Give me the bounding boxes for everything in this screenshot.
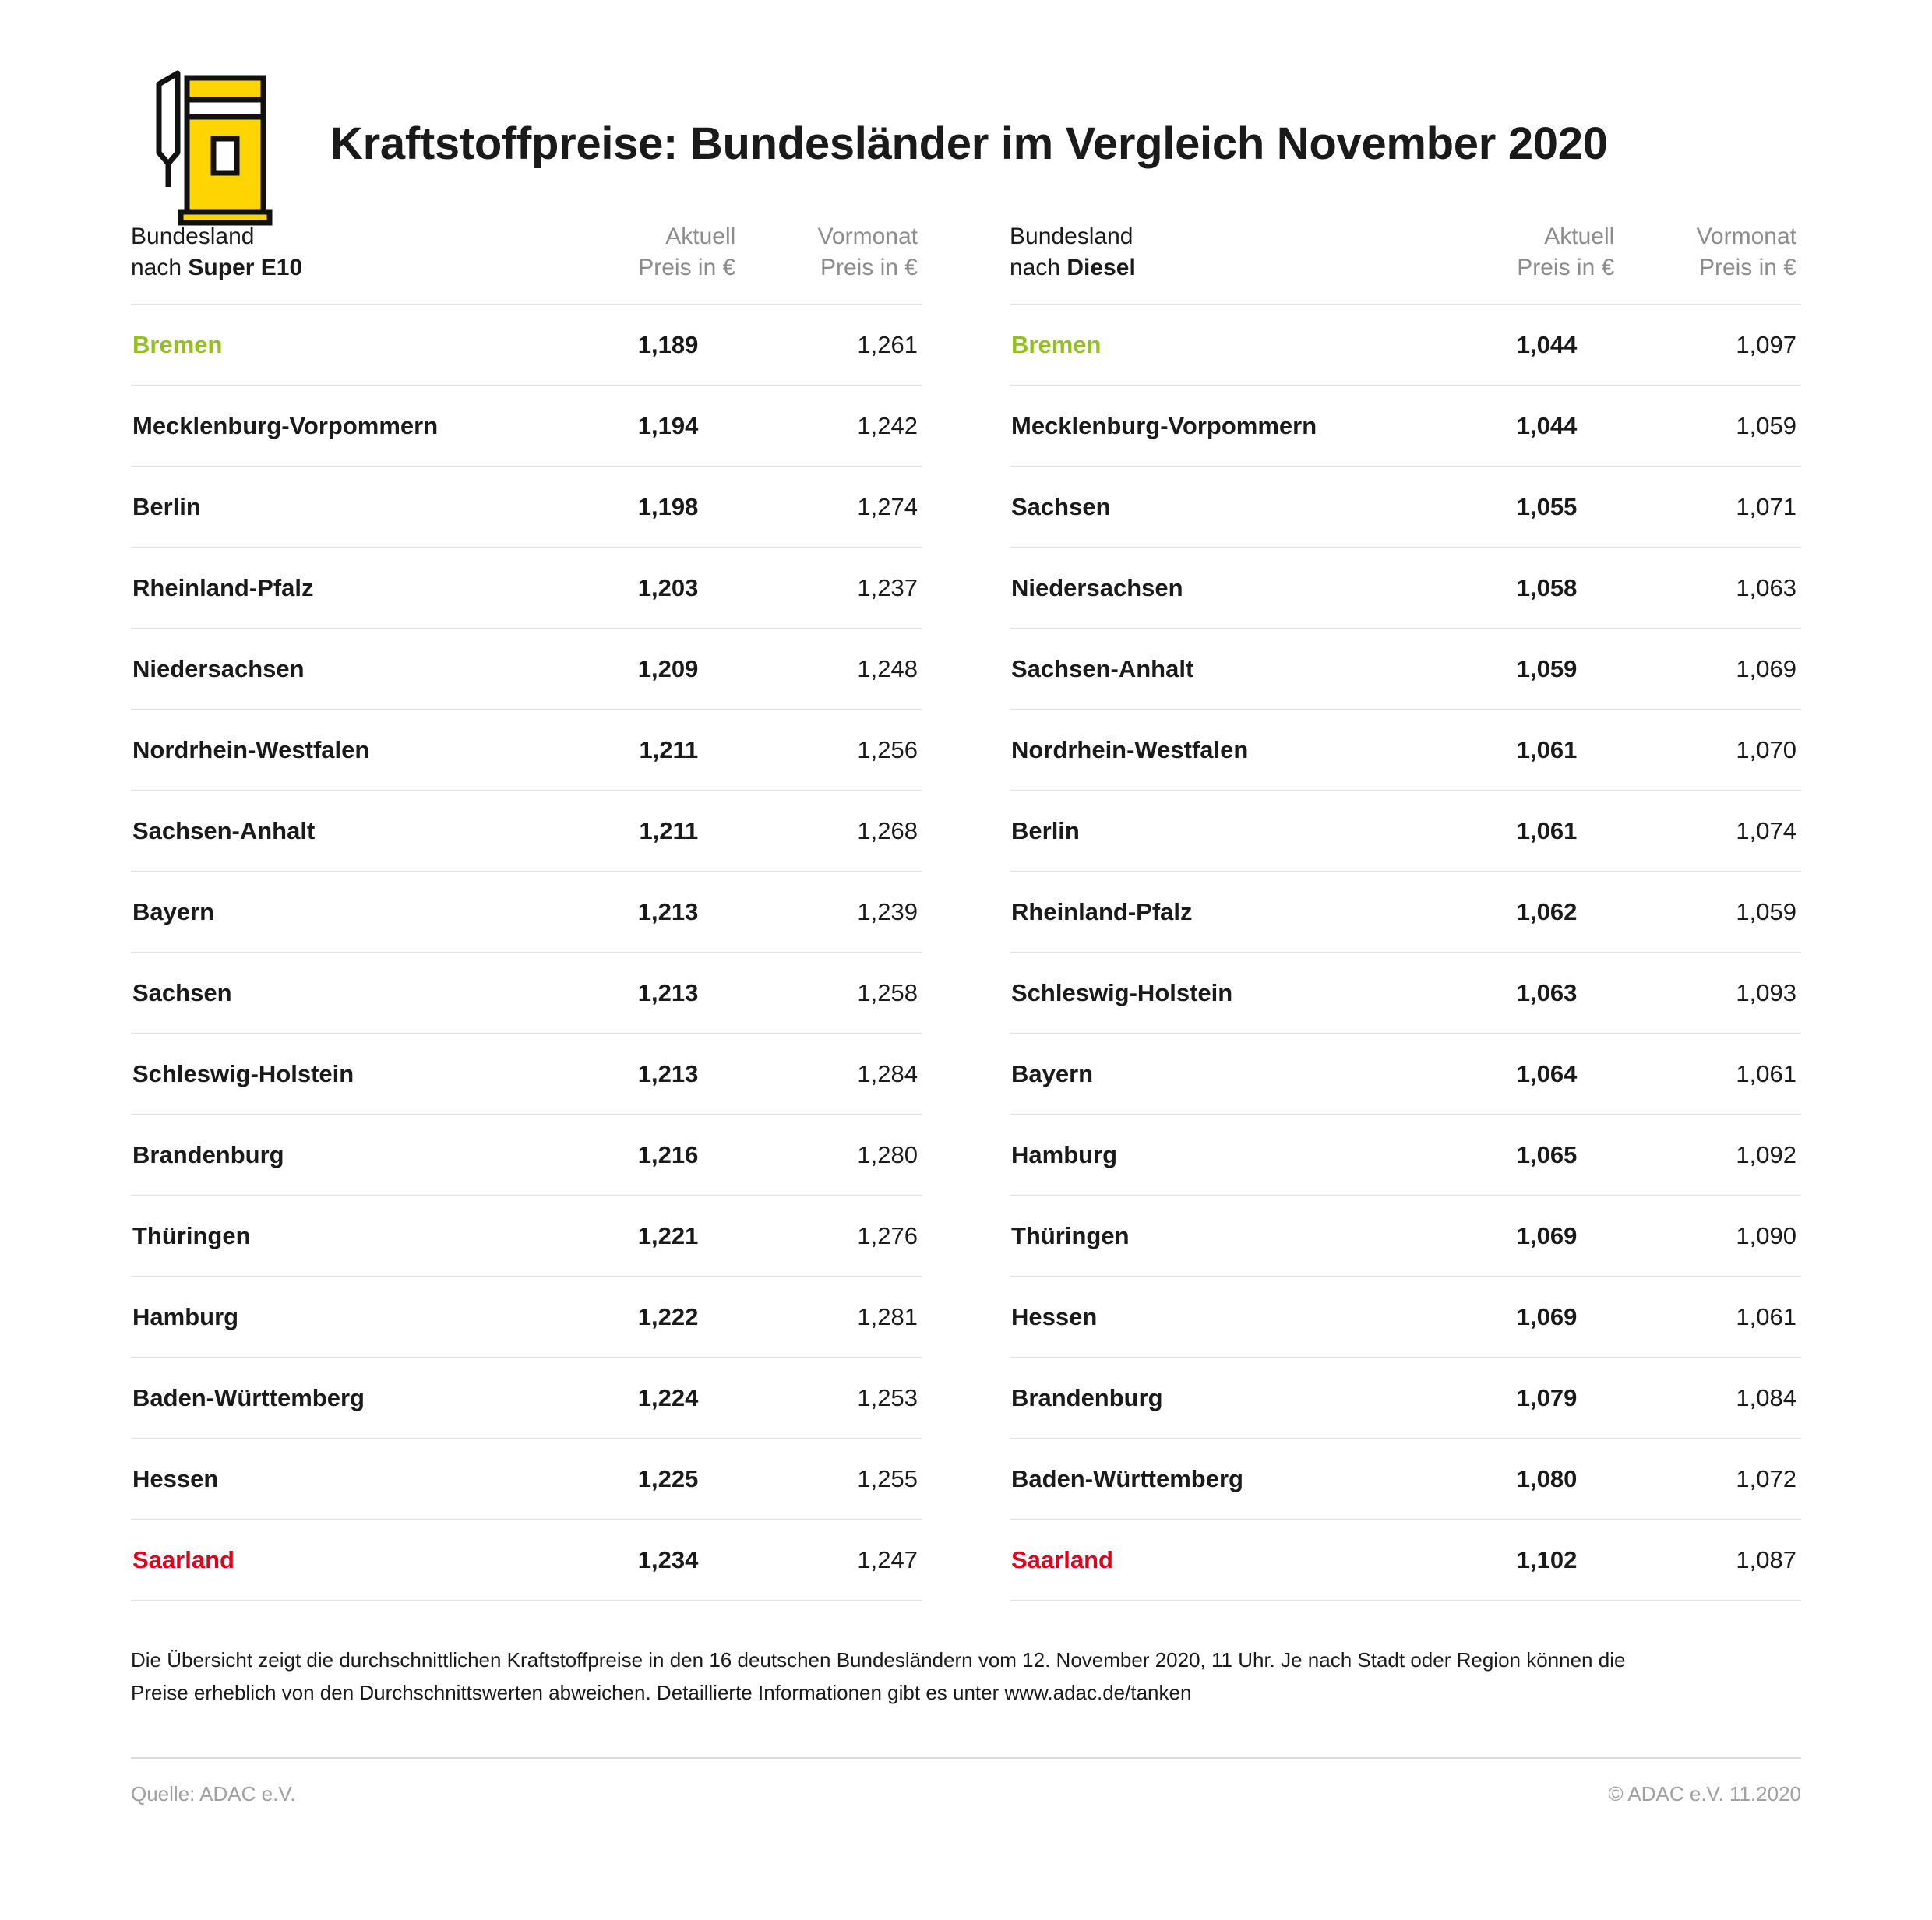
table-row [131, 1520, 922, 1601]
price-current: 1,079 [1437, 1358, 1620, 1439]
price-previous: 1,242 [740, 386, 922, 467]
footer [131, 1759, 1801, 1806]
price-current: 1,189 [559, 305, 741, 386]
price-current: 1,058 [1437, 548, 1620, 629]
state-name: Schleswig-Holstein [131, 1034, 559, 1115]
table-row [1010, 1277, 1801, 1358]
state-name: Sachsen-Anhalt [131, 791, 559, 872]
price-previous: 1,274 [740, 467, 922, 548]
price-previous: 1,256 [740, 710, 922, 791]
table-row [1010, 1115, 1801, 1196]
copyright-label: © ADAC e.V. 11.2020 [1608, 1782, 1801, 1806]
price-current: 1,198 [559, 467, 741, 548]
price-current: 1,055 [1437, 467, 1620, 548]
price-current: 1,062 [1437, 872, 1620, 953]
state-name: Sachsen [1010, 467, 1437, 548]
state-name: Bremen [1010, 305, 1437, 386]
price-current: 1,211 [559, 710, 741, 791]
state-name: Saarland [1010, 1520, 1437, 1601]
price-previous: 1,248 [740, 629, 922, 710]
table-row [131, 1034, 922, 1115]
table-row [131, 467, 922, 548]
state-name: Berlin [1010, 791, 1437, 872]
column-header-bundesland [131, 221, 559, 305]
table-row [1010, 548, 1801, 629]
table-row [1010, 1358, 1801, 1439]
price-current: 1,224 [559, 1358, 741, 1439]
price-current: 1,065 [1437, 1115, 1620, 1196]
column-header-line2: nach Super E10 [131, 254, 303, 280]
table-row [1010, 710, 1801, 791]
table-diesel [1010, 221, 1801, 1601]
page-title: Kraftstoffpreise: Bundesländer im Vergleich November 2020 [330, 118, 1608, 169]
price-current: 1,080 [1437, 1439, 1620, 1520]
footnote [131, 1643, 1689, 1709]
price-previous: 1,059 [1619, 872, 1801, 953]
price-previous: 1,063 [1619, 548, 1801, 629]
price-current: 1,209 [559, 629, 741, 710]
fuel-type-label: Diesel [1066, 254, 1136, 280]
price-current: 1,063 [1437, 953, 1620, 1034]
table-row [1010, 791, 1801, 872]
state-name: Hamburg [131, 1277, 559, 1358]
table-header-row [131, 221, 922, 305]
column-header-aktuell: Aktuell Preis in € [638, 224, 736, 280]
table-row [1010, 1196, 1801, 1277]
price-previous: 1,258 [740, 953, 922, 1034]
state-name: Baden-Württemberg [1010, 1439, 1437, 1520]
state-name: Saarland [131, 1520, 559, 1601]
price-previous: 1,261 [740, 305, 922, 386]
state-name: Baden-Württemberg [131, 1358, 559, 1439]
price-previous: 1,087 [1619, 1520, 1801, 1601]
price-previous: 1,281 [740, 1277, 922, 1358]
state-name: Nordrhein-Westfalen [1010, 710, 1437, 791]
price-current: 1,069 [1437, 1277, 1620, 1358]
price-current: 1,222 [559, 1277, 741, 1358]
table-row [131, 548, 922, 629]
state-name: Bremen [131, 305, 559, 386]
column-header-vormonat: Vormonat Preis in € [1696, 224, 1796, 280]
price-previous: 1,284 [740, 1034, 922, 1115]
table-row [131, 953, 922, 1034]
price-previous: 1,072 [1619, 1439, 1801, 1520]
price-current: 1,213 [559, 1034, 741, 1115]
price-current: 1,234 [559, 1520, 741, 1601]
table-row [1010, 386, 1801, 467]
state-name: Rheinland-Pfalz [131, 548, 559, 629]
tables-container [131, 221, 1801, 1601]
price-current: 1,064 [1437, 1034, 1620, 1115]
state-name: Thüringen [131, 1196, 559, 1277]
price-current: 1,061 [1437, 710, 1620, 791]
state-name: Niedersachsen [131, 629, 559, 710]
price-previous: 1,069 [1619, 629, 1801, 710]
price-previous: 1,059 [1619, 386, 1801, 467]
price-previous: 1,074 [1619, 791, 1801, 872]
table-row [131, 1277, 922, 1358]
price-previous: 1,255 [740, 1439, 922, 1520]
table-row [131, 1439, 922, 1520]
column-header-line2: nach Diesel [1010, 254, 1136, 280]
state-name: Berlin [131, 467, 559, 548]
state-name: Hessen [131, 1439, 559, 1520]
price-current: 1,069 [1437, 1196, 1620, 1277]
state-name: Hessen [1010, 1277, 1437, 1358]
footnote-line-2: Preise erheblich von den Durchschnittswerten abweichen. Detaillierte Informationen gibt es unter www.adac.de/tanken [131, 1680, 1192, 1704]
price-previous: 1,097 [1619, 305, 1801, 386]
state-name: Niedersachsen [1010, 548, 1437, 629]
state-name: Mecklenburg-Vorpommern [1010, 386, 1437, 467]
state-name: Thüringen [1010, 1196, 1437, 1277]
state-name: Schleswig-Holstein [1010, 953, 1437, 1034]
price-previous: 1,084 [1619, 1358, 1801, 1439]
column-header-bundesland [1010, 221, 1437, 305]
price-previous: 1,061 [1619, 1034, 1801, 1115]
column-header-line1: Bundesland [1010, 224, 1133, 249]
header [131, 0, 1801, 195]
footnote-line-1: Die Übersicht zeigt die durchschnittlichen Kraftstoffpreise in den 16 deutschen Bundesländern vom 12. November 2020, 11 Uhr. Je nach Stadt oder Region können die [131, 1647, 1626, 1672]
column-header-vormonat: Vormonat Preis in € [817, 224, 918, 280]
price-previous: 1,247 [740, 1520, 922, 1601]
price-current: 1,211 [559, 791, 741, 872]
price-previous: 1,276 [740, 1196, 922, 1277]
price-current: 1,061 [1437, 791, 1620, 872]
fuel-pump-icon [132, 53, 313, 234]
source-label: Quelle: ADAC e.V. [131, 1782, 296, 1806]
price-current: 1,221 [559, 1196, 741, 1277]
table-row [131, 872, 922, 953]
price-current: 1,213 [559, 953, 741, 1034]
price-current: 1,102 [1437, 1520, 1620, 1601]
price-previous: 1,237 [740, 548, 922, 629]
state-name: Brandenburg [131, 1115, 559, 1196]
state-name: Sachsen-Anhalt [1010, 629, 1437, 710]
table-super-e10 [131, 221, 922, 1601]
state-name: Bayern [131, 872, 559, 953]
table-row [1010, 305, 1801, 386]
state-name: Bayern [1010, 1034, 1437, 1115]
table-row [131, 1358, 922, 1439]
price-previous: 1,061 [1619, 1277, 1801, 1358]
price-previous: 1,092 [1619, 1115, 1801, 1196]
table-header-row [1010, 221, 1801, 305]
fuel-type-label: Super E10 [188, 254, 303, 280]
column-header-line1: Bundesland [131, 224, 255, 249]
state-name: Brandenburg [1010, 1358, 1437, 1439]
state-name: Sachsen [131, 953, 559, 1034]
price-previous: 1,280 [740, 1115, 922, 1196]
price-current: 1,225 [559, 1439, 741, 1520]
price-current: 1,216 [559, 1115, 741, 1196]
column-header-aktuell: Aktuell Preis in € [1517, 224, 1615, 280]
table-row [1010, 872, 1801, 953]
table-row [131, 710, 922, 791]
table-row [131, 1115, 922, 1196]
price-current: 1,203 [559, 548, 741, 629]
table-row [1010, 953, 1801, 1034]
price-previous: 1,268 [740, 791, 922, 872]
price-previous: 1,071 [1619, 467, 1801, 548]
table-row [131, 305, 922, 386]
state-name: Rheinland-Pfalz [1010, 872, 1437, 953]
table-row [1010, 1439, 1801, 1520]
price-current: 1,044 [1437, 386, 1620, 467]
price-previous: 1,090 [1619, 1196, 1801, 1277]
state-name: Mecklenburg-Vorpommern [131, 386, 559, 467]
table-row [1010, 1034, 1801, 1115]
table-row [1010, 629, 1801, 710]
table-row [1010, 1520, 1801, 1601]
price-current: 1,059 [1437, 629, 1620, 710]
price-previous: 1,070 [1619, 710, 1801, 791]
table-row [1010, 467, 1801, 548]
state-name: Nordrhein-Westfalen [131, 710, 559, 791]
price-current: 1,194 [559, 386, 741, 467]
table-row [131, 386, 922, 467]
price-previous: 1,239 [740, 872, 922, 953]
price-current: 1,213 [559, 872, 741, 953]
price-previous: 1,253 [740, 1358, 922, 1439]
state-name: Hamburg [1010, 1115, 1437, 1196]
table-row [131, 629, 922, 710]
price-current: 1,044 [1437, 305, 1620, 386]
table-row [131, 791, 922, 872]
price-previous: 1,093 [1619, 953, 1801, 1034]
table-row [131, 1196, 922, 1277]
